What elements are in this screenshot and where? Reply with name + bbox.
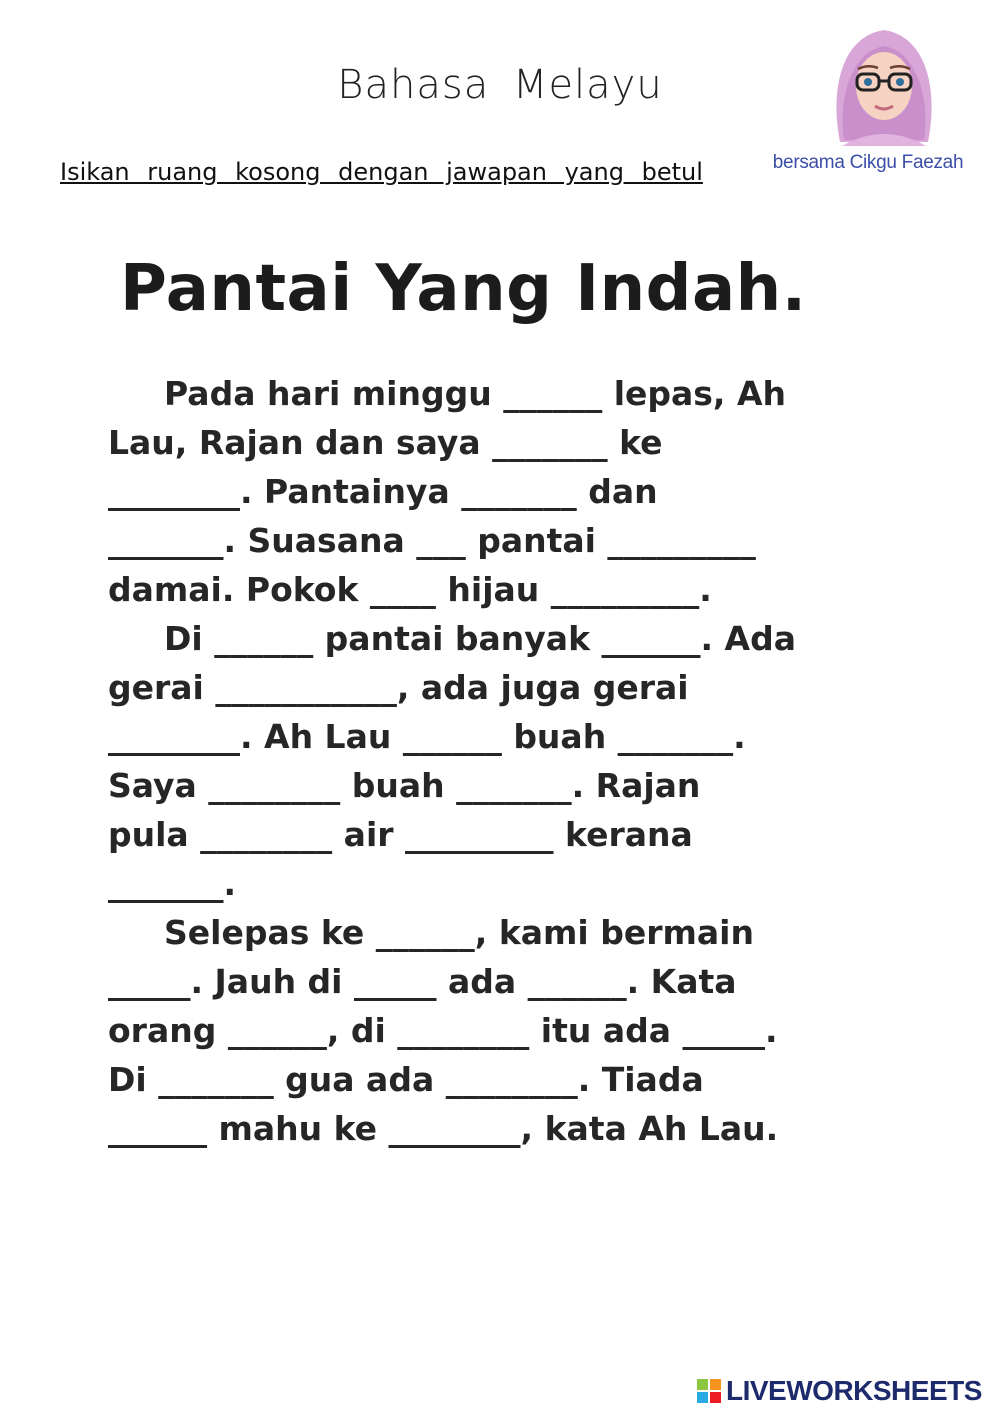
story-line: Saya ________ buah _______. Rajan	[108, 766, 701, 805]
story-line: Di ______ pantai banyak ______. Ada	[164, 619, 796, 658]
story-line: pula ________ air _________ kerana	[108, 815, 693, 854]
story-line: gerai ___________, ada juga gerai	[108, 668, 689, 707]
story-line: _____. Jauh di _____ ada ______. Kata	[108, 962, 737, 1001]
footer-brand-text: LIVEWORKSHEETS	[726, 1375, 982, 1406]
teacher-avatar-image	[820, 22, 948, 146]
story-line: ________. Pantainya _______ dan	[108, 472, 658, 511]
subject-title: Bahasa Melayu	[337, 62, 663, 108]
story-title: Pantai Yang Indah.	[120, 252, 807, 326]
teacher-caption: bersama Cikgu Faezah	[772, 152, 964, 173]
instruction-text: Isikan ruang kosong dengan jawapan yang betul	[60, 158, 703, 186]
story-line: orang ______, di ________ itu ada _____.	[108, 1011, 778, 1050]
story-line: Pada hari minggu ______ lepas, Ah	[164, 374, 786, 413]
liveworksheets-logo-icon	[696, 1378, 722, 1404]
story-line: ________. Ah Lau ______ buah _______.	[108, 717, 746, 756]
footer-brand	[696, 1375, 982, 1407]
story-line: damai. Pokok ____ hijau _________.	[108, 570, 712, 609]
story-line: _______.	[108, 864, 237, 903]
story-line: ______ mahu ke ________, kata Ah Lau.	[108, 1109, 779, 1148]
story-line: Di _______ gua ada ________. Tiada	[108, 1060, 704, 1099]
story-line: Selepas ke ______, kami bermain	[164, 913, 754, 952]
story-line: Lau, Rajan dan saya _______ ke	[108, 423, 663, 462]
story-line: _______. Suasana ___ pantai _________	[108, 521, 756, 560]
